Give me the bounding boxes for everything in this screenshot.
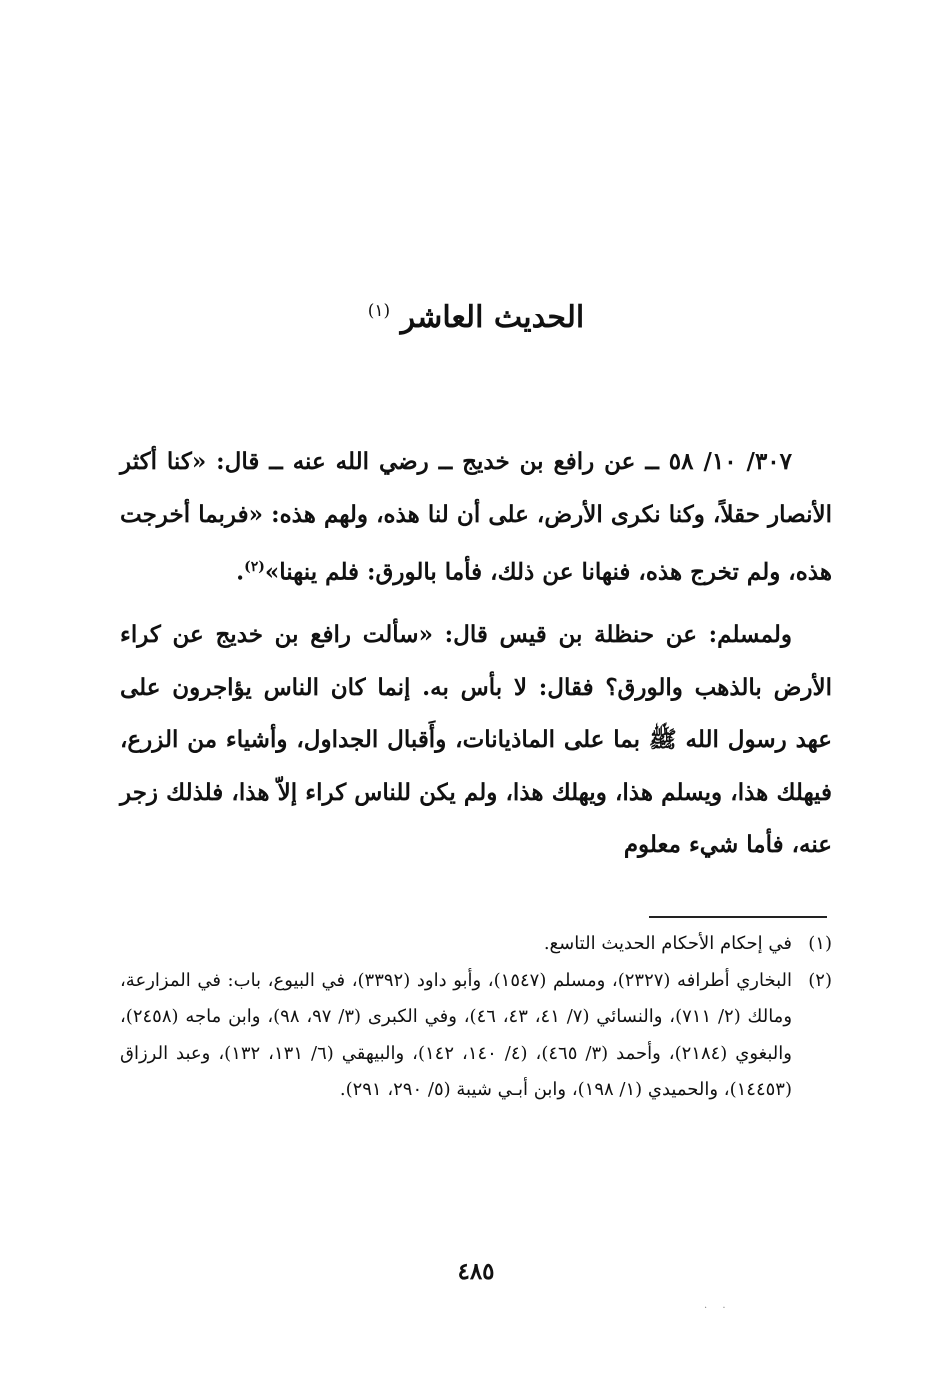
footnote-separator bbox=[649, 916, 827, 918]
hadith-paragraph bbox=[120, 436, 832, 599]
page-number: ٤٨٥ bbox=[457, 1258, 495, 1285]
heading-footnote-ref: (١) bbox=[367, 301, 391, 321]
hadith-end-mark: . bbox=[236, 558, 245, 586]
muslim-narration-paragraph: ولمسلم: عن حنظلة بن قيس قال: «سألت رافع بن خديج عن كراء الأرض بالذهب والورق؟ فقال: لا بأس به. إنما كان الناس يؤاجرون على عهد رسول الله ﷺ بما على الماذيانات، وأَقبال الجداول، وأشياء من الزرع، فيهلك هذا، ويسلم هذا، ويهلك هذا، ولم يكن للناس كراء إلاّ هذا، فلذلك زجر عنه، فأما شيء معلوم bbox=[120, 621, 832, 859]
footnote-number: (٢) bbox=[808, 969, 832, 991]
hadith-footnote-ref: (٢) bbox=[244, 559, 265, 575]
footnote-item bbox=[120, 963, 832, 1109]
chapter-heading bbox=[0, 300, 952, 335]
main-text bbox=[120, 436, 832, 872]
scan-marks: . . bbox=[704, 1300, 732, 1311]
heading-title: الحديث العاشر bbox=[400, 300, 585, 335]
footnote-text: في إحكام الأحكام الحديث التاسع. bbox=[543, 933, 792, 954]
hadith-text: ٣٠٧/ ١٠/ ٥٨ ــ عن رافع بن خديج ــ رضي الله عنه ــ قال: «كنا أكثر الأنصار حقلاً، وكنا نكرى الأرض، على أن لنا هذه، ولهم هذه: «فربما أخرجت هذه، ولم تخرج هذه، فنهانا عن ذلك، فأما بالورق: فلم ينهنا» bbox=[120, 448, 832, 586]
footnote-item bbox=[120, 926, 832, 963]
footnote-number: (١) bbox=[808, 933, 832, 954]
footnotes bbox=[120, 926, 832, 1109]
footnote-text: البخاري أطرافه (٢٣٢٧)، ومسلم (١٥٤٧)، وأبو داود (٣٣٩٢)، في البيوع، باب: في المزارعة، ومالك (٢/ ٧١١)، والنسائي (٧/ ٤١، ٤٣، ٤٦)، وفي الكبرى (٣/ ٩٧، ٩٨)، وابن ماجه (٢٤٥٨)، والبغوي (٢١٨٤)، وأحمد (٣/ ٤٦٥)، (٤/ ١٤٠، ١٤٢)، والبيهقي (٦/ ١٣١، ١٣٢)، وعبد الرزاق (١٤٤٥٣)، والحميدي (١/ ١٩٨)، وابن أبـي شيبة (٥/ ٢٩٠، ٢٩١). bbox=[120, 969, 793, 1100]
